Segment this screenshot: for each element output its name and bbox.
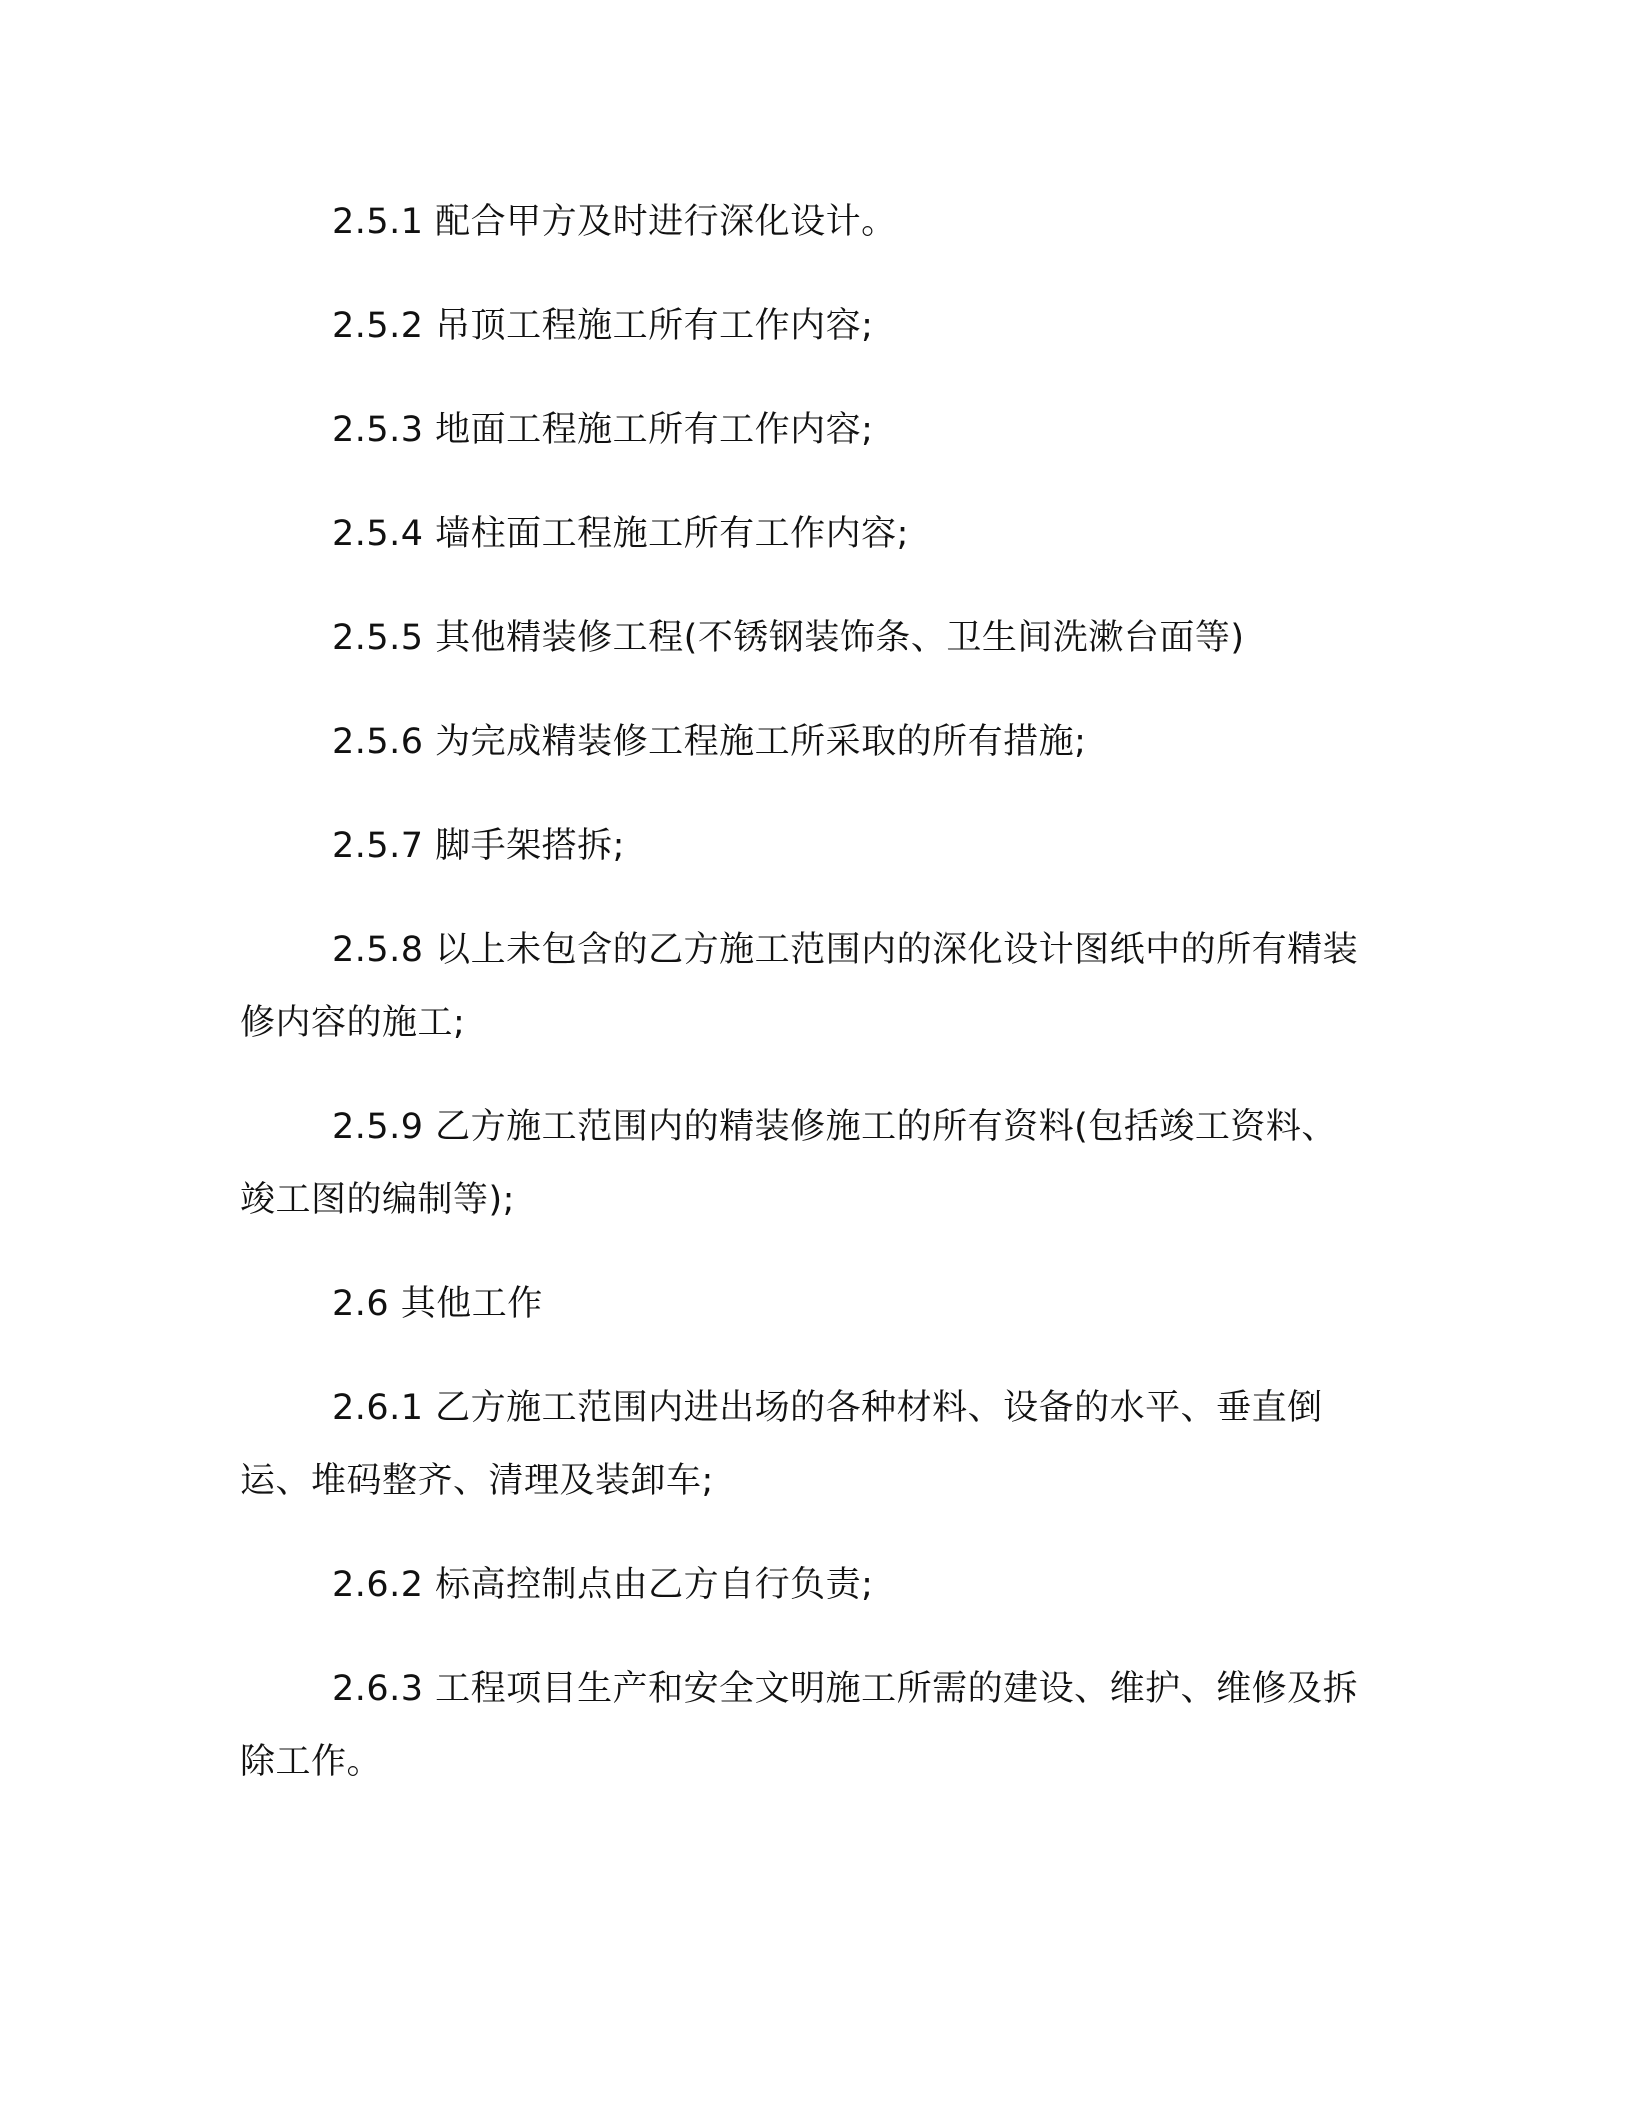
clause-2-6-2: 2.6.2 标高控制点由乙方自行负责; <box>332 1565 874 1605</box>
section-heading-2-6: 2.6 其他工作 <box>332 1284 543 1324</box>
clause-2-6-1: 2.6.1 乙方施工范围内进出场的各种材料、设备的水平、垂直倒运、堆码整齐、清理及装卸车; <box>240 1388 1323 1501</box>
clause-2-5-8: 2.5.8 以上未包含的乙方施工范围内的深化设计图纸中的所有精装修内容的施工; <box>240 930 1359 1043</box>
clause-2-5-6: 2.5.6 为完成精装修工程施工所采取的所有措施; <box>332 722 1087 762</box>
clause-2-5-1: 2.5.1 配合甲方及时进行深化设计。 <box>332 202 897 242</box>
document-body <box>240 186 1360 1830</box>
clause-2-5-9: 2.5.9 乙方施工范围内的精装修施工的所有资料(包括竣工资料、竣工图的编制等); <box>240 1107 1337 1220</box>
clause-2-5-5: 2.5.5 其他精装修工程(不锈钢装饰条、卫生间洗漱台面等) <box>332 618 1245 658</box>
clause-2-5-4: 2.5.4 墙柱面工程施工所有工作内容; <box>332 514 909 554</box>
clause-2-5-2: 2.5.2 吊顶工程施工所有工作内容; <box>332 306 874 346</box>
clause-2-5-3: 2.5.3 地面工程施工所有工作内容; <box>332 410 874 450</box>
clause-2-5-7: 2.5.7 脚手架搭拆; <box>332 826 625 866</box>
clause-2-6-3: 2.6.3 工程项目生产和安全文明施工所需的建设、维护、维修及拆除工作。 <box>240 1669 1359 1782</box>
